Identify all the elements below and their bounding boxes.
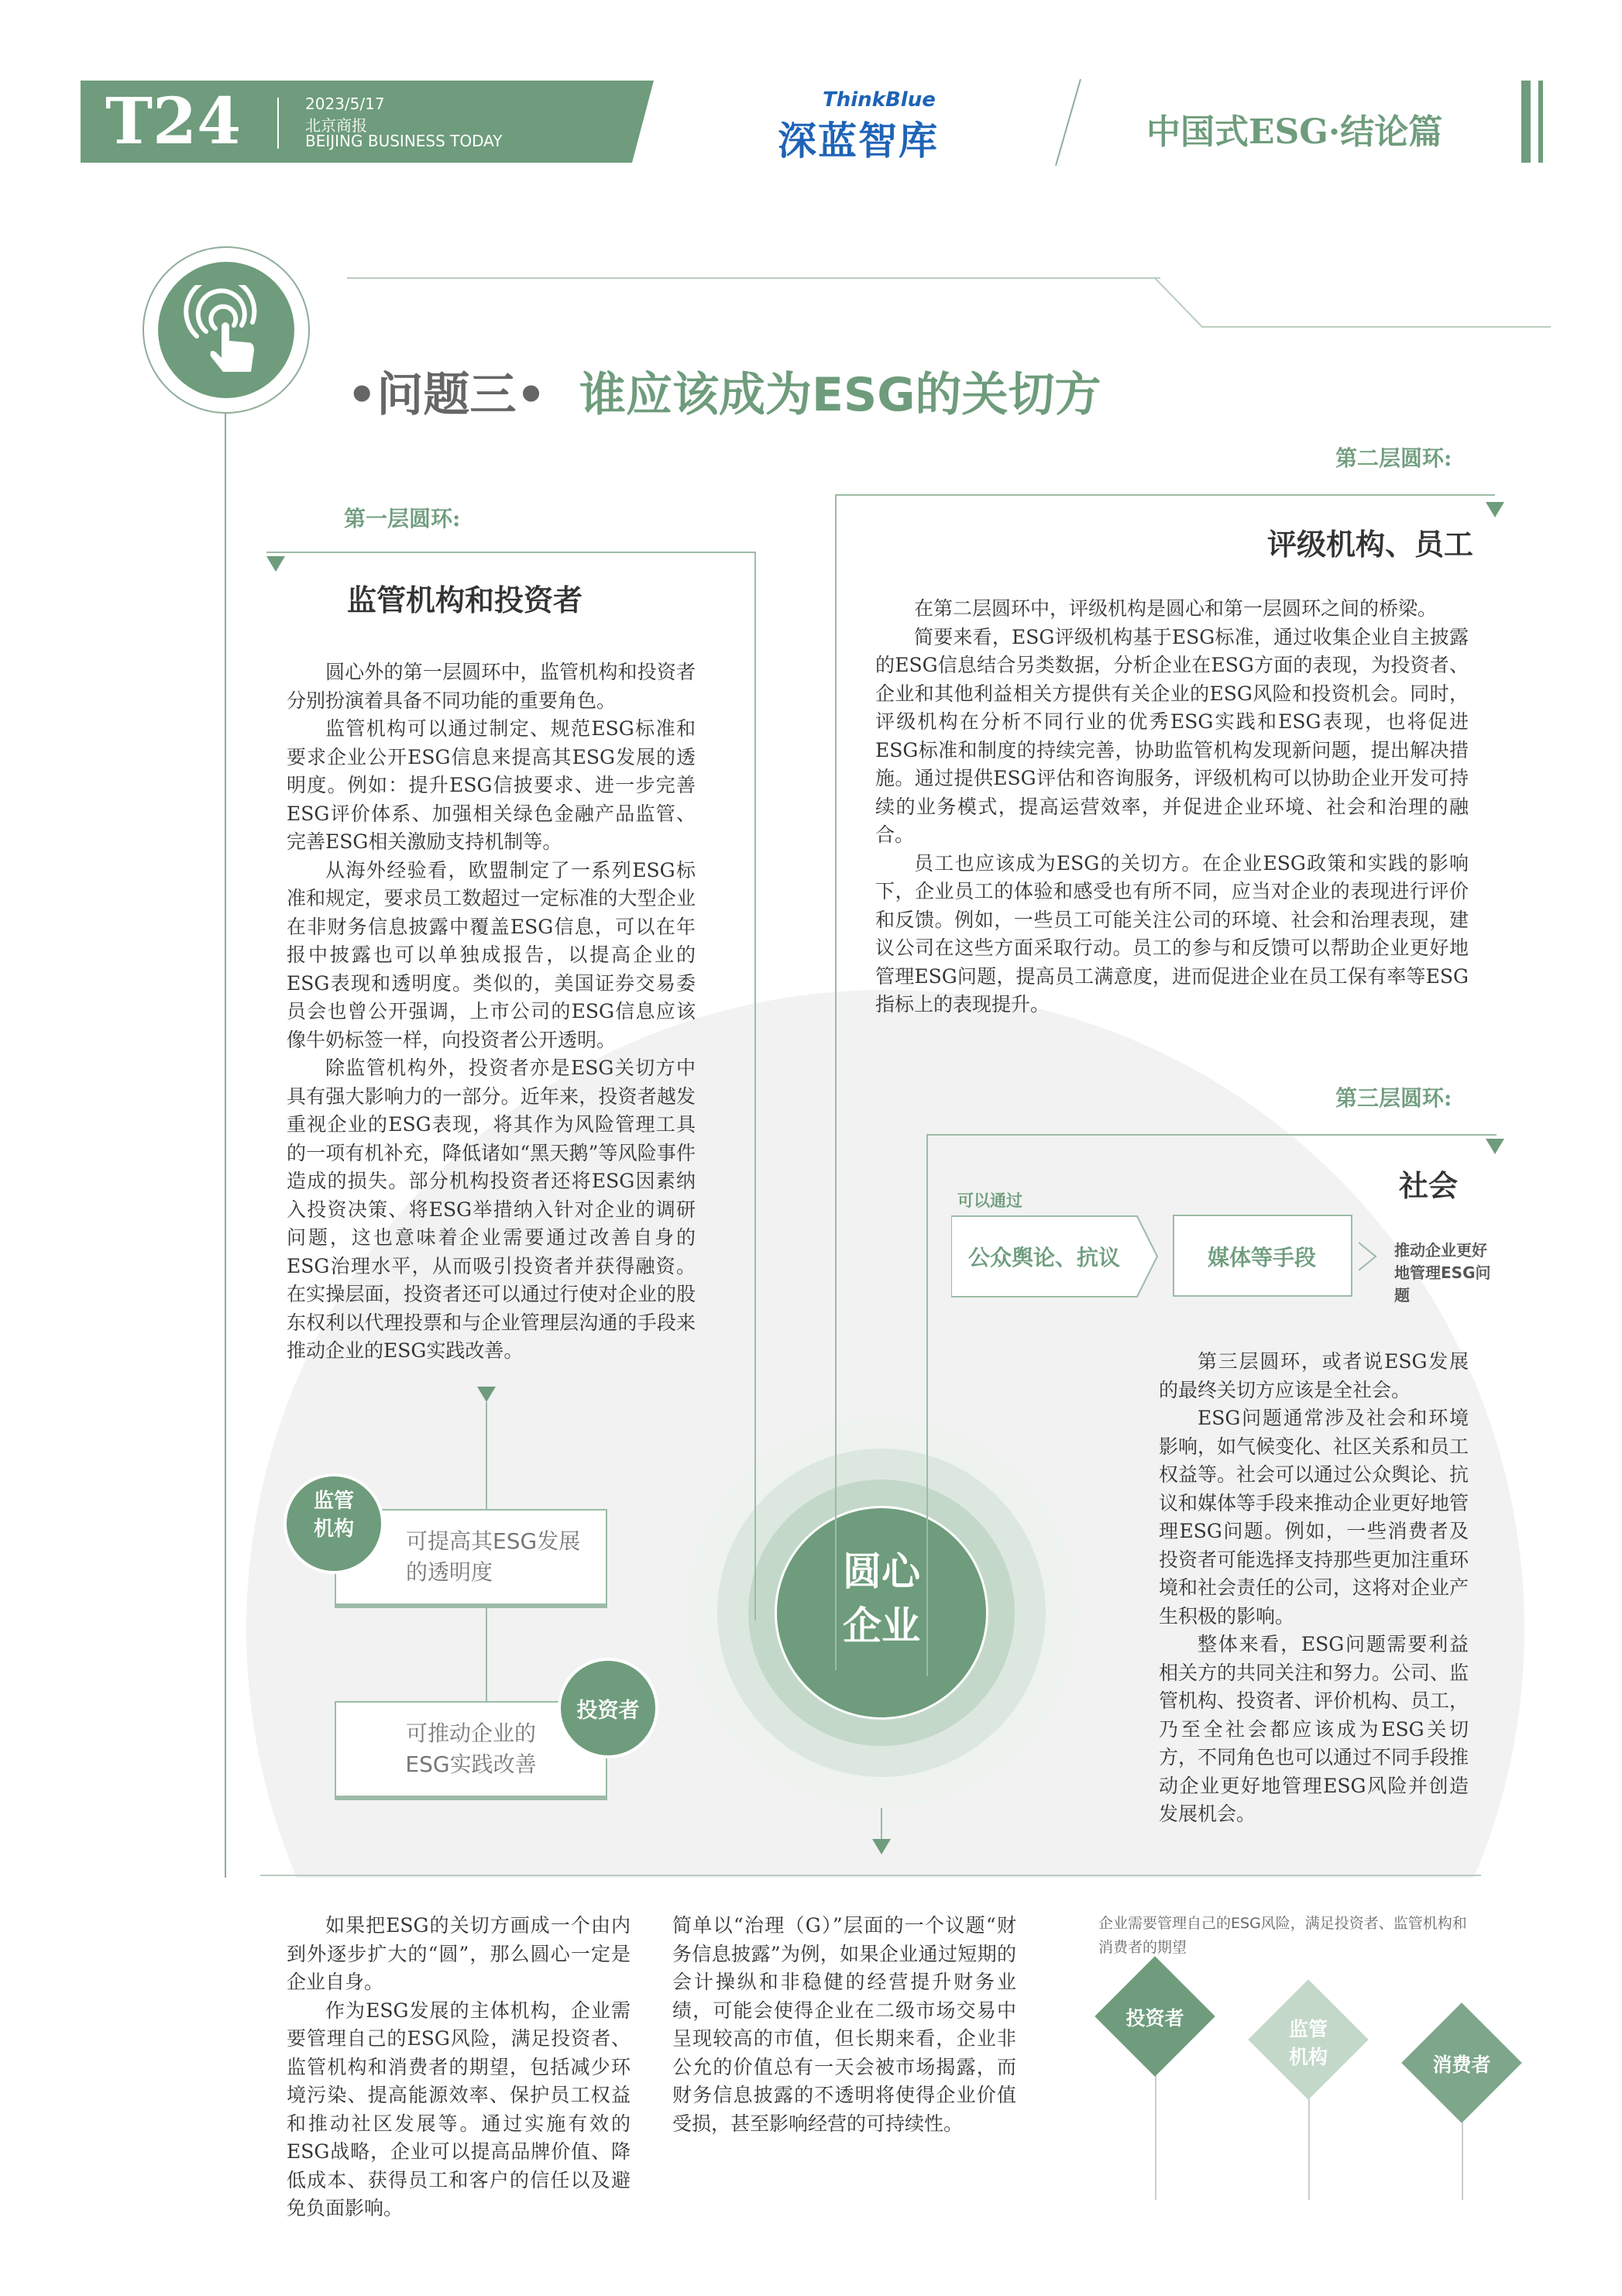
heading-prefix: •问题三• [347, 368, 546, 422]
layer2-leftline-upper [835, 494, 837, 1670]
layer3-topline [926, 1134, 1497, 1136]
layer3-paragraph: ESG问题通常涉及社会和环境影响，如气候变化、社区关系和员工权益等。社会可以通过公众舆论、抗议和媒体等手段来推动企业更好地管理ESG问题。例如，一些消费者及投资者可能选择支持那些更加注重环境和社会责任的公司，这将对企业产生积极的影响。 [1159, 1407, 1469, 1627]
layer3-paragraph: 整体来看，ESG问题需要利益相关方的共同关注和努力。公司、监管机构、投资者、评价机构、员工，乃至全社会都应该成为ESG关切方，不同角色也可以通过不同手段推动企业更好地管理ESG风险并创造发展机会。 [1159, 1633, 1469, 1825]
layer1-paragraph: 从海外经验看，欧盟制定了一系列ESG标准和规定，要求员工数超过一定标准的大型企业在非财务信息披露中覆盖ESG信息，可以在年报中披露也可以单独成报告，以提高企业的ESG表现和透明度。类似的，美国证券交易委员会也曾公开强调，上市公司的ESG信息应该像牛奶标签一样，向投资者公开透明。 [287, 858, 696, 1051]
regulator-badge-text: 监管机构 [313, 1490, 354, 1541]
bottom-col1-paragraph: 作为ESG发展的主体机构，企业需要管理自己的ESG风险，满足投资者、监管机构和消费者的期望，包括减少环境污染、提高能源效率、保护员工权益和推动社区发展等。通过实施有效的ESG战略，企业可以提高品牌价值、降低成本、获得员工和客户的信任以及避免负面影响。 [287, 1999, 631, 2219]
header-bar-right-thin [1538, 81, 1543, 163]
layer1-body [287, 658, 696, 1366]
layer2-paragraph: 简要来看，ESG评级机构基于ESG标准，通过收集企业自主披露的ESG信息结合另类数据，分析企业在ESG方面的表现，为投资者、企业和其他利益相关方提供有关企业的ESG风险和投资机会。同时，评级机构在分析不同行业的优秀ESG实践和ESG表现，也将促进ESG标准和制度的持续完善，协助监管机构发现新问题，提出解决措施。通过提供ESG评估和咨询服务，评级机构可以协助企业开发可持续的业务模式，提高运营效率，并促进企业环境、社会和治理的融合。 [875, 625, 1469, 846]
diamond-investor-text: 投资者 [1125, 2007, 1184, 2030]
top-rule-left [347, 277, 1160, 279]
core-label: 圆心企业 [843, 1548, 920, 1648]
regulator-text: 可提高其ESG发展的透明度 [406, 1528, 581, 1585]
layer3-title: 社会 [1399, 1168, 1459, 1203]
layer1-title: 监管机构和投资者 [347, 583, 583, 617]
section-title: 中国式ESG·结论篇 [1146, 112, 1443, 152]
header-paper-en: BEIJING BUSINESS TODAY [305, 132, 503, 150]
layer1-paragraph: 除监管机构外，投资者亦是ESG关切方中具有强大影响力的一部分。近年来，投资者越发重视企业的ESG表现，将其作为风险管理工具的一项有机补充，降低诸如“黑天鹅”等风险事件造成的损失。部分机构投资者还将ESG因素纳入投资决策、将ESG举措纳入针对企业的调研问题，这也意味着企业需要通过改善自身的ESG治理水平，从而吸引投资者并获得融资。在实操层面，投资者还可以通过行使对企业的股东权利以代理投票和与企业管理层沟通的手段来推动企业的ESG实践改善。 [287, 1057, 696, 1362]
diagram-line-mid [486, 1608, 487, 1704]
page-code: T24 [105, 84, 242, 159]
layer1-paragraph: 监管机构可以通过制定、规范ESG标准和要求企业公开ESG信息来提高其ESG发展的透明度。例如：提升ESG信披要求、进一步完善ESG评价体系、加强相关绿色金融产品监管、完善ESG相关激励支持机制等。 [287, 717, 696, 853]
layer3-paragraph: 第三层圆环，或者说ESG发展的最终关切方应该是全社会。 [1159, 1350, 1469, 1401]
investor-badge-text: 投资者 [576, 1699, 640, 1723]
layer1-paragraph: 圆心外的第一层圆环中，监管机构和投资者分别扮演着具备不同功能的重要角色。 [287, 661, 696, 712]
bottom-caption: 企业需要管理自己的ESG风险，满足投资者、监管机构和消费者的期望 [1098, 1915, 1467, 1956]
layer3-arrow [1486, 1139, 1504, 1154]
layer3-body [1159, 1348, 1469, 1829]
bottom-col2 [672, 1912, 1016, 2138]
header-bar-right-thick [1521, 81, 1531, 163]
layer3-label: 第三层圆环: [1335, 1085, 1452, 1111]
top-rule-step [1154, 276, 1551, 332]
layer1-rightline-upper [754, 552, 756, 1621]
layer2-arrow [1486, 502, 1504, 517]
bottom-col1-paragraph: 如果把ESG的关切方画成一个由内到外逐步扩大的“圆”，那么圆心一定是企业自身。 [287, 1914, 631, 1993]
diamond-regulator-text: 监管机构 [1289, 2018, 1328, 2068]
layer2-paragraph: 员工也应该成为ESG的关切方。在企业ESG政策和实践的影响下，企业员工的体验和感受也有所不同，应当对企业的表现进行评价和反馈。例如，一些员工可能关注公司的环境、社会和治理表现，建议公司在这些方面采取行动。员工的参与和反馈可以帮助企业更好地管理ESG问题，提高员工满意度，进而促进企业在员工保有率等ESG指标上的表现提升。 [875, 851, 1469, 1016]
layer1-arrow [266, 556, 285, 572]
flow-step-1: 公众舆论、抗议 [967, 1245, 1120, 1270]
flow-arrow [1352, 1239, 1387, 1273]
layer2-topline [835, 494, 1495, 496]
logo-en: ThinkBlue [823, 88, 936, 112]
investor-text: 可推动企业的ESG实践改善 [405, 1720, 537, 1777]
header-paper-cn: 北京商报 [305, 116, 367, 135]
bottom-col1 [287, 1912, 631, 2223]
touch-icon [183, 285, 270, 375]
logo-cn: 深蓝智库 [778, 119, 939, 163]
layer1-label: 第一层圆环: [344, 506, 461, 531]
bottom-rule [260, 1875, 1481, 1876]
layer2-label: 第二层圆环: [1335, 445, 1452, 471]
core-down-arrow [872, 1839, 891, 1854]
diagram-arrow-top [477, 1387, 496, 1402]
layer2-title: 评级机构、员工 [1267, 527, 1474, 562]
diamond-consumer-text: 消费者 [1432, 2054, 1491, 2076]
diagram-line-top [486, 1402, 487, 1511]
flow-intro: 可以通过 [957, 1191, 1022, 1210]
flow-step-2: 媒体等手段 [1207, 1245, 1316, 1270]
layer2-body [875, 595, 1469, 1019]
flow-result: 推动企业更好地管理ESG问题 [1394, 1241, 1491, 1304]
bottom-col2-paragraph: 简单以“治理（G）”层面的一个议题“财务信息披露”为例，如果企业通过短期的会计操纵和非稳健的经营提升财务业绩，可能会使得企业在二级市场交易中呈现较高的市值，但长期来看，企业非公允的价值总有一天会被市场揭露，而财务信息披露的不透明将使得企业价值受损，甚至影响经营的可持续性。 [672, 1914, 1016, 2135]
header-date: 2023/5/17 [305, 95, 385, 113]
layer1-topline [266, 552, 756, 553]
layer2-paragraph: 在第二层圆环中，评级机构是圆心和第一层圆环之间的桥梁。 [914, 597, 1438, 620]
main-heading: 谁应该成为ESG的关切方 [579, 368, 1101, 422]
header-divider [277, 98, 279, 149]
header-slash [1055, 79, 1081, 166]
layer3-leftline-upper [926, 1134, 928, 1676]
